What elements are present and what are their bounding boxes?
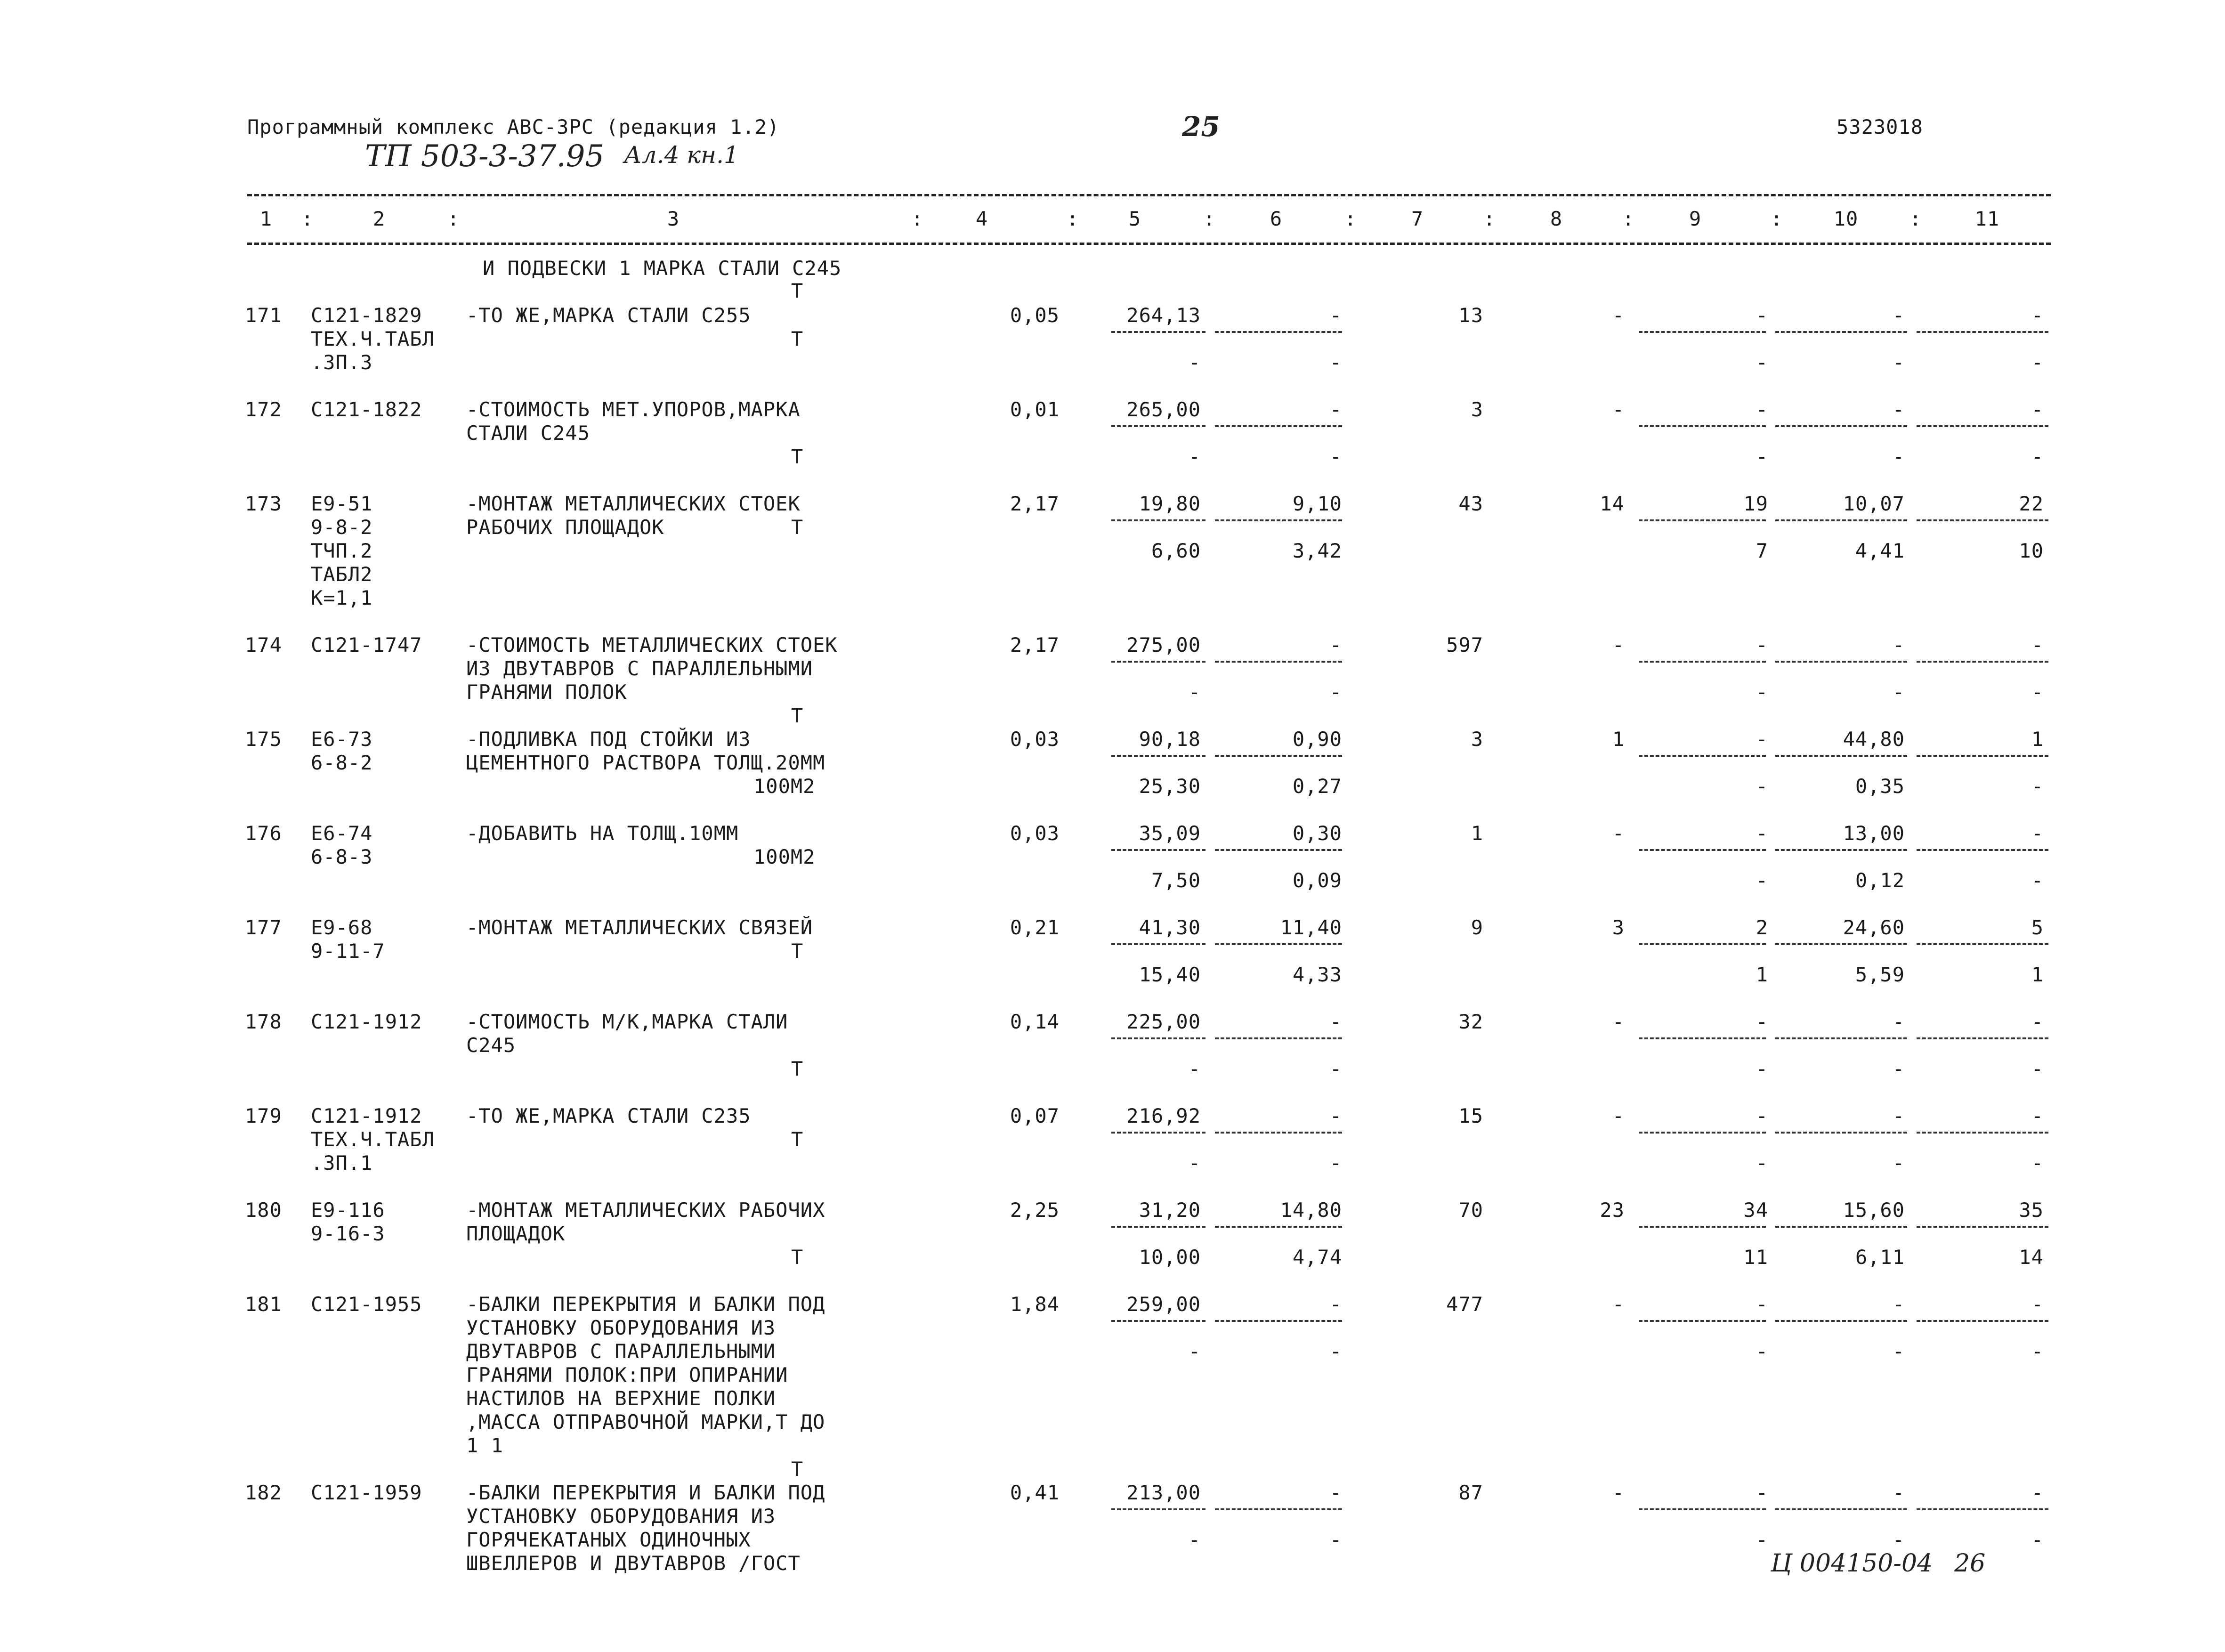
norm-code: Е6-74 6-8-3	[311, 822, 373, 868]
machine-total-wages: -	[1756, 869, 1768, 892]
unit-of-measure: Т	[791, 1128, 804, 1151]
fraction-rule	[1917, 425, 2048, 427]
fraction-rule	[1917, 943, 2048, 945]
labor-total: 22	[2019, 492, 2044, 515]
quantity: 0,14	[1010, 1010, 1060, 1033]
labor-total-machine: -	[2031, 1151, 2044, 1174]
machine-total: -	[1756, 1293, 1768, 1316]
unit-cost: 19,80	[1139, 492, 1201, 515]
fraction-rule	[1215, 661, 1342, 663]
norm-code: Е9-68 9-11-7	[311, 916, 385, 963]
column-separator: :	[1622, 207, 1635, 230]
unit-of-measure: Т	[791, 516, 804, 539]
machine-total: 2	[1756, 916, 1768, 939]
labor-per-unit: -	[1892, 1104, 1905, 1127]
column-separator: :	[1203, 207, 1216, 230]
fraction-rule	[1215, 425, 1342, 427]
fraction-rule	[1215, 519, 1342, 521]
unit-of-measure: Т	[791, 939, 804, 963]
header-bottom-rule	[247, 243, 2051, 245]
column-header-9: 9	[1689, 207, 1702, 230]
unit-of-measure: Т	[791, 1458, 804, 1481]
labor-per-unit: 44,80	[1843, 728, 1905, 751]
column-header-1: 1	[259, 207, 273, 230]
fraction-rule	[1111, 1508, 1206, 1510]
quantity: 0,01	[1010, 398, 1060, 421]
unit-cost: 216,92	[1126, 1104, 1201, 1127]
norm-code: Е9-51 9-8-2 ТЧП.2 ТАБЛ2 К=1,1	[311, 492, 373, 609]
unit-cost: 35,09	[1139, 822, 1201, 845]
labor-total: -	[2031, 1010, 2044, 1033]
fraction-rule	[1215, 849, 1342, 851]
labor-per-unit-machine: -	[1892, 680, 1905, 704]
fraction-rule	[1215, 943, 1342, 945]
machine-cost: 9,10	[1292, 492, 1342, 515]
machine-cost-wages: -	[1329, 445, 1342, 468]
norm-code: С121-1912 ТЕХ.Ч.ТАБЛ .3П.1	[311, 1104, 435, 1174]
total-cost: 15	[1458, 1104, 1483, 1127]
quantity: 2,17	[1010, 633, 1060, 656]
labor-total: -	[2031, 1104, 2044, 1127]
unit-cost: 275,00	[1126, 633, 1201, 656]
unit-cost: 213,00	[1126, 1481, 1201, 1504]
machine-total: -	[1756, 728, 1768, 751]
norm-code: Е9-116 9-16-3	[311, 1199, 385, 1245]
column-separator: :	[1909, 207, 1922, 230]
fraction-rule	[1111, 1226, 1206, 1228]
total-cost: 3	[1471, 398, 1483, 421]
machine-cost: -	[1329, 1010, 1342, 1033]
fraction-rule	[1215, 1037, 1342, 1039]
total-cost: 597	[1446, 633, 1483, 656]
labor-per-unit: -	[1892, 304, 1905, 327]
labor-per-unit-machine: -	[1892, 1528, 1905, 1551]
handwritten-sheet-number: 26	[1954, 1549, 1986, 1578]
labor-total-machine: 10	[2019, 539, 2044, 562]
machine-total: 19	[1743, 492, 1768, 515]
labor-per-unit: -	[1892, 1293, 1905, 1316]
column-header-5: 5	[1128, 207, 1141, 230]
quantity: 0,03	[1010, 728, 1060, 751]
total-cost: 3	[1471, 728, 1483, 751]
fraction-rule	[1215, 1320, 1342, 1322]
machine-cost-wages: -	[1329, 1340, 1342, 1363]
labor-per-unit: -	[1892, 398, 1905, 421]
total-wages: 1	[1612, 728, 1625, 751]
row-number: 171	[245, 304, 282, 327]
total-cost: 1	[1471, 822, 1483, 845]
unit-cost: 31,20	[1139, 1199, 1201, 1222]
machine-cost-wages: 0,09	[1292, 869, 1342, 892]
labor-total-machine: -	[2031, 1528, 2044, 1551]
machine-total-wages: -	[1756, 1057, 1768, 1080]
fraction-rule	[1917, 1320, 2048, 1322]
labor-total: -	[2031, 633, 2044, 656]
fraction-rule	[1639, 1226, 1766, 1228]
work-description: -ПОДЛИВКА ПОД СТОЙКИ ИЗ ЦЕМЕНТНОГО РАСТВОРА ТОЛЩ.20ММ	[466, 728, 825, 774]
fraction-rule	[1917, 1037, 2048, 1039]
work-description: -МОНТАЖ МЕТАЛЛИЧЕСКИХ СВЯЗЕЙ	[466, 916, 813, 939]
fraction-rule	[1775, 849, 1907, 851]
labor-per-unit-machine: -	[1892, 351, 1905, 374]
machine-total: -	[1756, 1481, 1768, 1504]
fraction-rule	[1639, 1037, 1766, 1039]
norm-code: С121-1822	[311, 398, 422, 421]
norm-code: С121-1959	[311, 1481, 422, 1504]
fraction-rule	[1639, 519, 1766, 521]
fraction-rule	[1775, 755, 1907, 757]
labor-total-machine: -	[2031, 869, 2044, 892]
machine-cost: -	[1329, 633, 1342, 656]
row-number: 182	[245, 1481, 282, 1504]
total-cost: 477	[1446, 1293, 1483, 1316]
fraction-rule	[1111, 519, 1206, 521]
row-number: 179	[245, 1104, 282, 1127]
unit-cost-wages: 25,30	[1139, 775, 1201, 798]
handwritten-stamp: Ц 004150-04	[1771, 1549, 1933, 1578]
norm-code: Е6-73 6-8-2	[311, 728, 373, 774]
labor-per-unit-machine: 4,41	[1855, 539, 1905, 562]
unit-cost-wages: -	[1188, 351, 1201, 374]
labor-total-machine: -	[2031, 1057, 2044, 1080]
fraction-rule	[1775, 425, 1907, 427]
work-description: -ТО ЖЕ,МАРКА СТАЛИ С255	[466, 304, 751, 327]
row-number: 181	[245, 1293, 282, 1316]
machine-cost: -	[1329, 1104, 1342, 1127]
fraction-rule	[1775, 331, 1907, 333]
fraction-rule	[1639, 849, 1766, 851]
unit-cost-wages: 15,40	[1139, 963, 1201, 986]
labor-per-unit-machine: 0,35	[1855, 775, 1905, 798]
fraction-rule	[1775, 661, 1907, 663]
machine-cost: -	[1329, 398, 1342, 421]
total-wages: -	[1612, 398, 1625, 421]
machine-cost: 0,30	[1292, 822, 1342, 845]
total-cost: 13	[1458, 304, 1483, 327]
fraction-rule	[1215, 755, 1342, 757]
fraction-rule	[1639, 755, 1766, 757]
document-id: 5323018	[1837, 115, 1924, 138]
handwritten-album-note: Ал.4 кн.1	[624, 141, 739, 169]
machine-cost: 0,90	[1292, 728, 1342, 751]
machine-cost-wages: -	[1329, 680, 1342, 704]
fraction-rule	[1111, 1132, 1206, 1134]
labor-total-machine: -	[2031, 1340, 2044, 1363]
unit-of-measure: 100М2	[753, 845, 816, 868]
fraction-rule	[1111, 755, 1206, 757]
fraction-rule	[1639, 943, 1766, 945]
unit-of-measure: Т	[791, 704, 804, 727]
column-header-2: 2	[372, 207, 386, 230]
labor-per-unit-machine: -	[1892, 1057, 1905, 1080]
machine-total: -	[1756, 1104, 1768, 1127]
fraction-rule	[1215, 331, 1342, 333]
unit-cost-wages: -	[1188, 445, 1201, 468]
column-separator: :	[911, 207, 924, 230]
fraction-rule	[1775, 1226, 1907, 1228]
labor-total: -	[2031, 822, 2044, 845]
machine-cost-wages: 3,42	[1292, 539, 1342, 562]
fraction-rule	[1639, 1132, 1766, 1134]
unit-cost-wages: 6,60	[1151, 539, 1201, 562]
unit-cost: 90,18	[1139, 728, 1201, 751]
unit-cost: 264,13	[1126, 304, 1201, 327]
unit-of-measure: 100М2	[753, 775, 816, 798]
labor-per-unit-machine: -	[1892, 1340, 1905, 1363]
total-wages: -	[1612, 1481, 1625, 1504]
machine-cost-wages: -	[1329, 1528, 1342, 1551]
continuation-unit: Т	[791, 279, 804, 302]
unit-cost: 41,30	[1139, 916, 1201, 939]
column-separator: :	[301, 207, 314, 230]
machine-cost: -	[1329, 1293, 1342, 1316]
fraction-rule	[1215, 1132, 1342, 1134]
work-description: -ТО ЖЕ,МАРКА СТАЛИ С235	[466, 1104, 751, 1127]
column-header-11: 11	[1974, 207, 2000, 230]
fraction-rule	[1917, 1132, 2048, 1134]
labor-per-unit-machine: 0,12	[1855, 869, 1905, 892]
unit-of-measure: Т	[791, 327, 804, 350]
machine-cost-wages: -	[1329, 1151, 1342, 1174]
labor-per-unit: 10,07	[1843, 492, 1905, 515]
unit-cost-wages: 10,00	[1139, 1246, 1201, 1269]
fraction-rule	[1111, 331, 1206, 333]
work-description: -СТОИМОСТЬ М/К,МАРКА СТАЛИ С245	[466, 1010, 788, 1057]
total-wages: 14	[1600, 492, 1625, 515]
machine-total-wages: -	[1756, 775, 1768, 798]
machine-cost-wages: 4,74	[1292, 1246, 1342, 1269]
total-wages: 3	[1612, 916, 1625, 939]
quantity: 0,41	[1010, 1481, 1060, 1504]
labor-per-unit: -	[1892, 1481, 1905, 1504]
row-number: 175	[245, 728, 282, 751]
labor-per-unit-machine: -	[1892, 1151, 1905, 1174]
fraction-rule	[1917, 1508, 2048, 1510]
work-description: -СТОИМОСТЬ МЕТ.УПОРОВ,МАРКА СТАЛИ С245	[466, 398, 801, 445]
quantity: 0,07	[1010, 1104, 1060, 1127]
labor-total-machine: 1	[2031, 963, 2044, 986]
machine-cost: -	[1329, 304, 1342, 327]
fraction-rule	[1639, 1320, 1766, 1322]
labor-total-machine: -	[2031, 775, 2044, 798]
unit-cost-wages: -	[1188, 1528, 1201, 1551]
fraction-rule	[1111, 661, 1206, 663]
fraction-rule	[1111, 943, 1206, 945]
quantity: 0,05	[1010, 304, 1060, 327]
unit-cost: 225,00	[1126, 1010, 1201, 1033]
fraction-rule	[1775, 519, 1907, 521]
labor-total: -	[2031, 304, 2044, 327]
fraction-rule	[1917, 1226, 2048, 1228]
fraction-rule	[1775, 1037, 1907, 1039]
machine-total: -	[1756, 633, 1768, 656]
unit-cost: 265,00	[1126, 398, 1201, 421]
machine-cost-wages: -	[1329, 1057, 1342, 1080]
fraction-rule	[1639, 331, 1766, 333]
total-cost: 70	[1458, 1199, 1483, 1222]
work-description: -БАЛКИ ПЕРЕКРЫТИЯ И БАЛКИ ПОД УСТАНОВКУ ОБОРУДОВАНИЯ ИЗ ГОРЯЧЕКАТАНЫХ ОДИНОЧНЫХ ШВЕЛЛЕРОВ И ДВУТАВРОВ /ГОСТ	[466, 1481, 825, 1575]
quantity: 0,03	[1010, 822, 1060, 845]
machine-total-wages: -	[1756, 351, 1768, 374]
machine-cost-wages: -	[1329, 351, 1342, 374]
norm-code: С121-1747	[311, 633, 422, 656]
norm-code: С121-1829 ТЕХ.Ч.ТАБЛ .3П.3	[311, 304, 435, 374]
handwritten-project-code: ТП 503-3-37.95	[365, 139, 605, 174]
labor-per-unit-machine: 5,59	[1855, 963, 1905, 986]
machine-cost-wages: 0,27	[1292, 775, 1342, 798]
total-wages: -	[1612, 1010, 1625, 1033]
labor-total: 1	[2031, 728, 2044, 751]
machine-total: -	[1756, 822, 1768, 845]
work-description: -СТОИМОСТЬ МЕТАЛЛИЧЕСКИХ СТОЕК ИЗ ДВУТАВРОВ С ПАРАЛЛЕЛЬНЫМИ ГРАНЯМИ ПОЛОК	[466, 633, 838, 704]
machine-total-wages: 1	[1756, 963, 1768, 986]
unit-cost-wages: -	[1188, 1151, 1201, 1174]
machine-cost: 14,80	[1280, 1199, 1342, 1222]
total-cost: 32	[1458, 1010, 1483, 1033]
unit-cost-wages: -	[1188, 680, 1201, 704]
header-program-title: Программный комплекс АВС-ЗРС (редакция 1.2)	[247, 115, 780, 138]
fraction-rule	[1775, 1132, 1907, 1134]
machine-total-wages: -	[1756, 1340, 1768, 1363]
header-top-rule	[247, 194, 2051, 196]
unit-of-measure: Т	[791, 1246, 804, 1269]
column-separator: :	[1483, 207, 1496, 230]
fraction-rule	[1775, 1508, 1907, 1510]
work-description: -МОНТАЖ МЕТАЛЛИЧЕСКИХ СТОЕК РАБОЧИХ ПЛОЩАДОК	[466, 492, 801, 539]
labor-per-unit-machine: -	[1892, 445, 1905, 468]
machine-total-wages: -	[1756, 445, 1768, 468]
labor-total-machine: -	[2031, 445, 2044, 468]
labor-per-unit: -	[1892, 633, 1905, 656]
machine-total-wages: -	[1756, 680, 1768, 704]
machine-cost-wages: 4,33	[1292, 963, 1342, 986]
fraction-rule	[1215, 1226, 1342, 1228]
fraction-rule	[1111, 849, 1206, 851]
fraction-rule	[1917, 755, 2048, 757]
fraction-rule	[1111, 1320, 1206, 1322]
total-cost: 43	[1458, 492, 1483, 515]
fraction-rule	[1775, 1320, 1907, 1322]
labor-total: 35	[2019, 1199, 2044, 1222]
fraction-rule	[1639, 661, 1766, 663]
labor-total: 5	[2031, 916, 2044, 939]
labor-total: -	[2031, 1293, 2044, 1316]
norm-code: С121-1912	[311, 1010, 422, 1033]
column-header-7: 7	[1411, 207, 1424, 230]
column-separator: :	[1771, 207, 1783, 230]
labor-per-unit-machine: 6,11	[1855, 1246, 1905, 1269]
labor-total-machine: -	[2031, 351, 2044, 374]
machine-total-wages: 11	[1743, 1246, 1768, 1269]
fraction-rule	[1111, 1037, 1206, 1039]
quantity: 1,84	[1010, 1293, 1060, 1316]
column-header-8: 8	[1550, 207, 1563, 230]
fraction-rule	[1917, 661, 2048, 663]
fraction-rule	[1775, 943, 1907, 945]
total-wages: -	[1612, 822, 1625, 845]
row-number: 173	[245, 492, 282, 515]
machine-total-wages: -	[1756, 1151, 1768, 1174]
fraction-rule	[1917, 331, 2048, 333]
labor-per-unit: 13,00	[1843, 822, 1905, 845]
unit-cost-wages: -	[1188, 1057, 1201, 1080]
column-header-10: 10	[1833, 207, 1859, 230]
row-number: 172	[245, 398, 282, 421]
machine-cost: -	[1329, 1481, 1342, 1504]
quantity: 2,25	[1010, 1199, 1060, 1222]
machine-total-wages: 7	[1756, 539, 1768, 562]
labor-per-unit: -	[1892, 1010, 1905, 1033]
unit-of-measure: Т	[791, 445, 804, 468]
work-description: -ДОБАВИТЬ НА ТОЛЩ.10ММ	[466, 822, 739, 845]
column-header-4: 4	[975, 207, 988, 230]
total-cost: 87	[1458, 1481, 1483, 1504]
total-wages: -	[1612, 1293, 1625, 1316]
total-wages: -	[1612, 1104, 1625, 1127]
norm-code: С121-1955	[311, 1293, 422, 1316]
machine-total: 34	[1743, 1199, 1768, 1222]
quantity: 2,17	[1010, 492, 1060, 515]
fraction-rule	[1215, 1508, 1342, 1510]
row-number: 177	[245, 916, 282, 939]
labor-per-unit: 24,60	[1843, 916, 1905, 939]
column-header-3: 3	[667, 207, 680, 230]
unit-cost-wages: -	[1188, 1340, 1201, 1363]
machine-cost: 11,40	[1280, 916, 1342, 939]
unit-cost: 259,00	[1126, 1293, 1201, 1316]
row-number: 176	[245, 822, 282, 845]
labor-total: -	[2031, 398, 2044, 421]
total-wages: -	[1612, 304, 1625, 327]
fraction-rule	[1917, 849, 2048, 851]
column-separator: :	[1067, 207, 1079, 230]
row-number: 180	[245, 1199, 282, 1222]
work-description: -МОНТАЖ МЕТАЛЛИЧЕСКИХ РАБОЧИХ ПЛОЩАДОК	[466, 1199, 825, 1245]
row-number: 174	[245, 633, 282, 656]
fraction-rule	[1917, 519, 2048, 521]
work-description: -БАЛКИ ПЕРЕКРЫТИЯ И БАЛКИ ПОД УСТАНОВКУ ОБОРУДОВАНИЯ ИЗ ДВУТАВРОВ С ПАРАЛЛЕЛЬНЫМИ ГРАНЯМИ ПОЛОК:ПРИ ОПИРАНИИ НАСТИЛОВ НА ВЕРХНИЕ ПОЛКИ ,МАССА ОТПРАВОЧНОЙ МАРКИ,Т ДО 1 1	[466, 1293, 825, 1457]
fraction-rule	[1639, 425, 1766, 427]
labor-per-unit: 15,60	[1843, 1199, 1905, 1222]
total-cost: 9	[1471, 916, 1483, 939]
total-wages: -	[1612, 633, 1625, 656]
column-separator: :	[1344, 207, 1357, 230]
page-number: 25	[1182, 111, 1220, 143]
machine-total: -	[1756, 1010, 1768, 1033]
column-header-6: 6	[1270, 207, 1283, 230]
unit-cost-wages: 7,50	[1151, 869, 1201, 892]
continuation-text: И ПОДВЕСКИ 1 МАРКА СТАЛИ С245	[483, 257, 842, 280]
labor-total-machine: -	[2031, 680, 2044, 704]
row-number: 178	[245, 1010, 282, 1033]
quantity: 0,21	[1010, 916, 1060, 939]
fraction-rule	[1111, 425, 1206, 427]
labor-total: -	[2031, 1481, 2044, 1504]
total-wages: 23	[1600, 1199, 1625, 1222]
machine-total-wages: -	[1756, 1528, 1768, 1551]
column-separator: :	[447, 207, 460, 230]
machine-total: -	[1756, 398, 1768, 421]
machine-total: -	[1756, 304, 1768, 327]
fraction-rule	[1639, 1508, 1766, 1510]
unit-of-measure: Т	[791, 1057, 804, 1080]
labor-total-machine: 14	[2019, 1246, 2044, 1269]
